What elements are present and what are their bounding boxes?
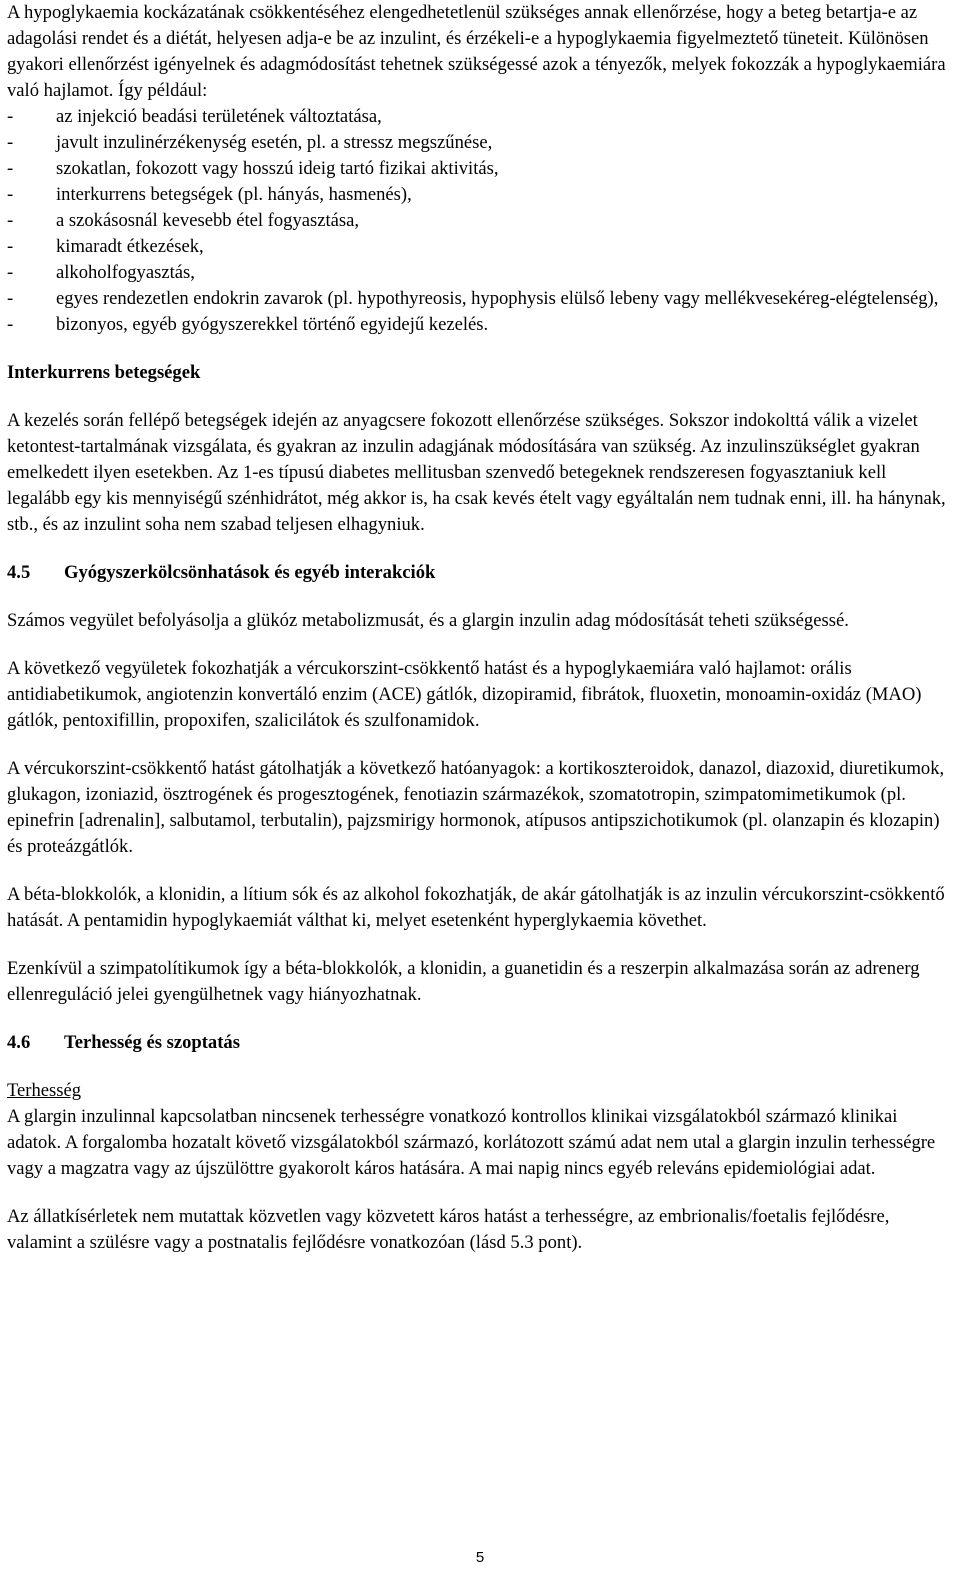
list-item: - egyes rendezetlen endokrin zavarok (pl. hypothyreosis, hypophysis elülső lebeny vagy mellékvesekéreg-elégtelenség), <box>7 286 951 312</box>
interkurrens-heading: Interkurrens betegségek <box>7 362 201 383</box>
paragraph: A következő vegyületek fokozhatják a vércukorszint-csökkentő hatást és a hypoglykaemiára való hajlamot: orális antidiabetikumok, angiotenzin konvertáló enzim (ACE) gátlók, dizopiramid, fibrátok, fluoxetin, monoamin-oxidáz (MAO) gátlók, pentoxifillin, propoxifen, szalicilátok és szulfonamidok. <box>7 658 922 731</box>
intro-paragraph: A hypoglykaemia kockázatának csökkentéséhez elengedhetetlenül szükséges annak ellenőrzése, hogy a beteg betartja-e az adagolási rendet és a diétát, helyesen adja-e be az inzulint, és érzékeli-e a hypoglykaemia figyelmeztető tüneteit. Különösen gyakori ellenőrzést igényelnek és adagmódosítást tehetnek szükségessé azok a tényezők, melyek fokozzák a hypoglykaemiára való hajlamot. Így például: <box>7 2 946 101</box>
paragraph: Számos vegyület befolyásolja a glükóz metabolizmusát, és a glargin inzulin adag módosítását teheti szükségessé. <box>7 610 849 631</box>
paragraph: A vércukorszint-csökkentő hatást gátolhatják a következő hatóanyagok: a kortikoszteroidok, danazol, diazoxid, diuretikumok, glukagon, izoniazid, ösztrogének és progesztogének, fenotiazin származékok, szomatotropin, szimpatomimetikumok (pl. epinefrin [adrenalin], salbutamol, terbutalin), pajzsmirigy hormonok, atípusos antipszichotikumok (pl. olanzapin és klozapin) és proteázgátlók. <box>7 758 945 857</box>
interkurrens-paragraph: A kezelés során fellépő betegségek idején az anyagcsere fokozott ellenőrzése szükséges. Sokszor indokolttá válik a vizelet ketontest-tartalmának vizsgálata, és gyakran az inzulin adagjának módosítására van szükség. Az inzulinszükséglet gyakran emelkedett ilyen esetekben. Az 1-es típusú diabetes mellitusban szenvedő betegeknek rendszeresen fogyasztaniuk kell legalább egy kis mennyiségű szénhidrátot, még akkor is, ha csak kevés ételt vagy egyáltalán nem tudnak enni, ill. ha hánynak, stb., és az inzulint soha nem szabad teljesen elhagyniuk. <box>7 410 946 535</box>
paragraph: A béta-blokkolók, a klonidin, a lítium sók és az alkohol fokozhatják, de akár gátolhatják is az inzulin vércukorszint-csökkentő hatását. A pentamidin hypoglykaemiát válthat ki, melyet esetenként hyperglykaemia követhet. <box>7 884 945 931</box>
section-4-5-heading <box>7 560 951 586</box>
list-item: - interkurrens betegségek (pl. hányás, hasmenés), <box>7 182 951 208</box>
list-item: - kimaradt étkezések, <box>7 234 951 260</box>
list-item: - az injekció beadási területének változtatása, <box>7 104 951 130</box>
list-item: - alkoholfogyasztás, <box>7 260 951 286</box>
section-title: Gyógyszerkölcsönhatások és egyéb interakciók <box>64 562 436 583</box>
list-item: - szokatlan, fokozott vagy hosszú ideig tartó fizikai aktivitás, <box>7 156 951 182</box>
paragraph: Ezenkívül a szimpatolítikumok így a béta-blokkolók, a klonidin, a guanetidin és a reszerpin alkalmazása során az adrenerg ellenreguláció jelei gyengülhetnek vagy hiányozhatnak. <box>7 958 920 1005</box>
section-4-6-heading <box>7 1030 951 1056</box>
subheading-terhesseg: Terhesség <box>7 1080 82 1101</box>
section-number: 4.6 <box>7 1032 31 1053</box>
list-item: - javult inzulinérzékenység esetén, pl. a stressz megszűnése, <box>7 130 951 156</box>
document-page <box>7 0 951 1256</box>
page-number: 5 <box>475 1549 485 1566</box>
list-item: - bizonyos, egyéb gyógyszerekkel történő egyidejű kezelés. <box>7 312 951 338</box>
paragraph: A glargin inzulinnal kapcsolatban nincsenek terhességre vonatkozó kontrollos klinikai vizsgálatokból származó klinikai adatok. A forgalomba hozatalt követő vizsgálatokból származó, korlátozott számú adat nem utal a glargin inzulin terhességre vagy a magzatra vagy az újszülöttre gyakorolt káros hatására. A mai napig nincs egyéb releváns epidemiológiai adat. <box>7 1106 936 1179</box>
section-title: Terhesség és szoptatás <box>64 1032 240 1053</box>
paragraph: Az állatkísérletek nem mutattak közvetlen vagy közvetett káros hatást a terhességre, az embrionalis/foetalis fejlődésre, valamint a szülésre vagy a postnatalis fejlődésre vonatkozóan (lásd 5.3 pont). <box>7 1206 890 1253</box>
risk-factor-list <box>7 104 951 338</box>
list-item: - a szokásosnál kevesebb étel fogyasztása, <box>7 208 951 234</box>
section-number: 4.5 <box>7 562 31 583</box>
